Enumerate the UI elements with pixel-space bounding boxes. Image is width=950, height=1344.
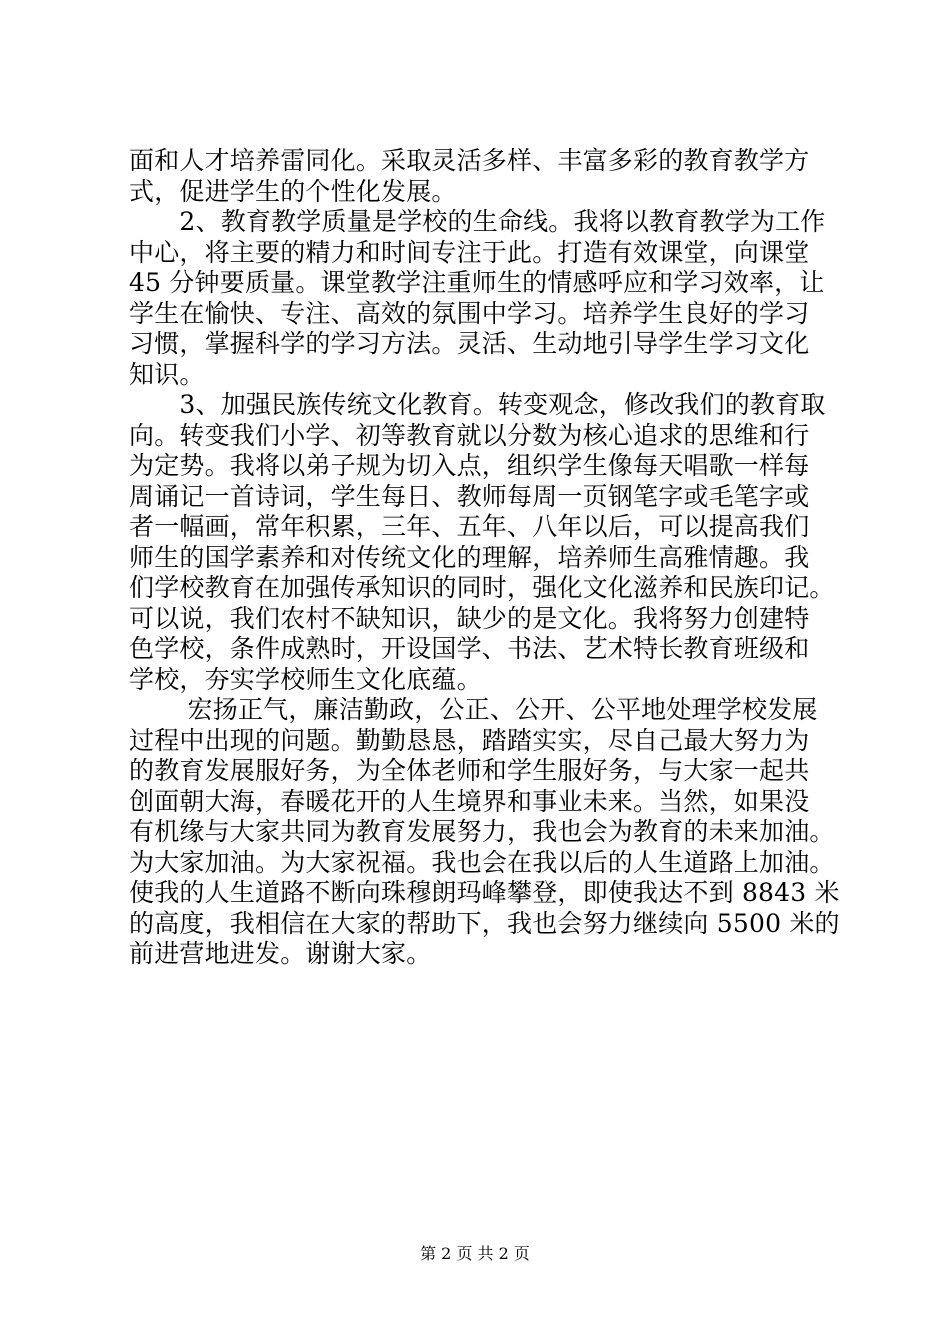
- text-line: 使我的人生道路不断向珠穆朗玛峰攀登，即使我达不到 8843 米: [129, 878, 840, 907]
- text-line: 知识。: [129, 359, 205, 389]
- text-line: 学生在愉快、专注、高效的氛围中学习。培养学生良好的学习: [129, 298, 810, 328]
- text-line: 向。转变我们小学、初等教育就以分数为核心追求的思维和行: [129, 420, 810, 450]
- text-line: 可以说，我们农村不缺知识，缺少的是文化。我将努力创建特: [129, 603, 810, 633]
- text-line: 中心，将主要的精力和时间专注于此。打造有效课堂，向课堂: [129, 237, 810, 267]
- text-line: 2、教育教学质量是学校的生命线。我将以教育教学为工作: [129, 207, 826, 236]
- text-line: 者一幅画，常年积累，三年、五年、八年以后，可以提高我们: [129, 512, 810, 541]
- text-line: 前进营地进发。谢谢大家。: [129, 939, 432, 968]
- text-line: 45 分钟要质量。课堂教学注重师生的情感呼应和学习效率，让: [129, 268, 825, 297]
- text-line: 3、加强民族传统文化教育。转变观念，修改我们的教育取: [129, 390, 826, 419]
- page-number: 第 2 页 共 2 页: [420, 1244, 530, 1263]
- text-line: 学校，夯实学校师生文化底蕴。: [129, 664, 482, 694]
- text-line: 们学校教育在加强传承知识的同时，强化文化滋养和民族印记。: [129, 573, 835, 602]
- text-line: 有机缘与大家共同为教育发展努力，我也会为教育的未来加油。: [129, 817, 835, 846]
- text-line: 创面朝大海，春暖花开的人生境界和事业未来。当然，如果没: [129, 786, 810, 816]
- text-line: 式，促进学生的个性化发展。: [129, 176, 457, 206]
- text-line: 的高度，我相信在大家的帮助下，我也会努力继续向 5500 米的: [129, 908, 840, 938]
- text-line: 的教育发展服好务，为全体老师和学生服好务，与大家一起共: [129, 756, 810, 785]
- text-line: 面和人才培养雷同化。采取灵活多样、丰富多彩的教育教学方: [129, 146, 810, 175]
- page-footer: [0, 1244, 950, 1264]
- text-line: 为定势。我将以弟子规为切入点，组织学生像每天唱歌一样每: [129, 451, 810, 480]
- text-line: 习惯，掌握科学的学习方法。灵活、生动地引导学生学习文化: [129, 329, 810, 358]
- text-line: 宏扬正气，廉洁勤政，公正、公开、公平地处理学校发展: [129, 695, 818, 724]
- text-line: 师生的国学素养和对传统文化的理解，培养师生高雅情趣。我: [129, 542, 810, 572]
- text-line: 周诵记一首诗词，学生每日、教师每周一页钢笔字或毛笔字或: [129, 481, 810, 511]
- text-line: 为大家加油。为大家祝福。我也会在我以后的人生道路上加油。: [129, 847, 835, 877]
- body-text: [129, 146, 840, 970]
- text-line: 色学校，条件成熟时，开设国学、书法、艺术特长教育班级和: [129, 634, 810, 663]
- text-line: 过程中出现的问题。勤勤恳恳，踏踏实实，尽自己最大努力为: [129, 725, 810, 755]
